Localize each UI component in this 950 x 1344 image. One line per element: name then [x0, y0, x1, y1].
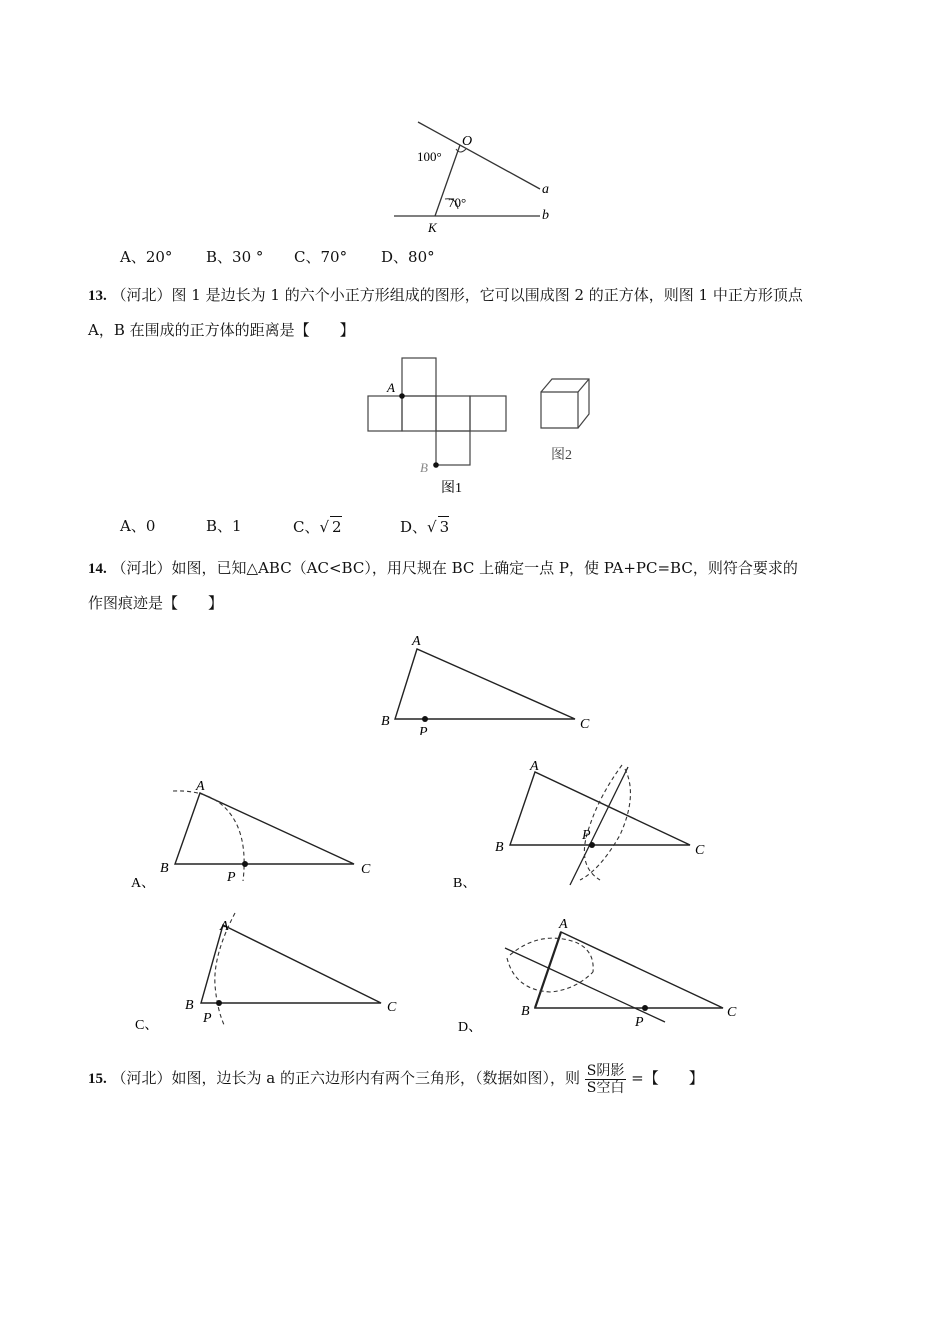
q14-b-label-c: C [695, 843, 705, 858]
q14-d-label-p: P [635, 1015, 644, 1030]
q14-a-label-a: A [196, 779, 205, 794]
q14-main-triangle [375, 630, 605, 735]
q13-figure2-cube [535, 372, 605, 467]
q15-fraction [585, 1063, 627, 1096]
q13-option-d: D、√ 3 [400, 518, 450, 536]
q13-label-b: B [420, 460, 428, 475]
q15-tail: =【 】 [631, 1069, 704, 1087]
q12-label-o: O [462, 134, 473, 149]
q13-label-a: A [387, 380, 395, 395]
q15-frac-numerator: S阴影 [586, 1062, 625, 1079]
q14-main-label-a: A [412, 634, 421, 649]
q14-c-label-b: B [185, 998, 194, 1013]
q14-b-label-p: P [582, 828, 591, 843]
q14-b-label-a: A [530, 759, 539, 774]
q12-option-a: A、20° [120, 248, 173, 266]
q15-line [88, 1058, 704, 1098]
q14-choice-b-figure [450, 755, 720, 895]
q12-options [120, 247, 435, 267]
q13-number: 13. [88, 288, 107, 304]
q14-a-label-b: B [160, 861, 169, 876]
q14-choice-c-figure [125, 905, 415, 1030]
q15-text: （河北）如图，边长为 a 的正六边形内有两个三角形，（数据如图），则 [111, 1069, 581, 1087]
q12-figure [390, 115, 560, 240]
q14-d-label-a: A [559, 917, 568, 932]
q13-line1 [88, 285, 803, 306]
q14-a-label-p: P [227, 870, 236, 885]
q12-label-a: a [542, 182, 549, 197]
q15-frac-denominator: S空白 [586, 1079, 625, 1096]
q13-option-b: B、1 [206, 517, 242, 535]
q14-choice-d: D、 [458, 1020, 483, 1035]
q13-line2: A，B 在围成的正方体的距离是【 】 [88, 321, 355, 339]
q13-option-a: A、0 [120, 517, 156, 535]
q12-label-k: K [428, 220, 437, 235]
q13-fig2-caption: 图2 [551, 448, 572, 463]
q12-option-d: D、80° [381, 248, 435, 266]
q14-a-label-c: C [361, 862, 371, 877]
q14-b-label-b: B [495, 840, 504, 855]
q14-c-label-c: C [387, 1000, 397, 1015]
q14-line1 [88, 558, 798, 579]
q14-main-label-p: P [419, 725, 428, 735]
q13-figure1-net [365, 355, 515, 495]
q12-angle-70: 70° [448, 195, 467, 210]
q12-option-b: B、30 ° [206, 248, 264, 266]
q14-number: 14. [88, 561, 107, 577]
q14-c-label-p: P [203, 1011, 212, 1026]
q14-choice-a-figure [125, 775, 385, 895]
q14-c-label-a: A [220, 919, 229, 934]
q14-choice-b: B、 [453, 876, 477, 891]
q14-choice-d-figure [455, 910, 750, 1035]
q12-angle-100: 100° [417, 149, 442, 164]
q15-number: 15. [88, 1071, 107, 1087]
q14-line2: 作图痕迹是【 】 [88, 594, 224, 612]
q14-d-label-b: B [521, 1004, 530, 1019]
q14-choice-c: C、 [135, 1018, 159, 1030]
q13-option-c: C、√ 2 [293, 518, 342, 536]
q14-main-label-c: C [580, 717, 590, 732]
q14-main-label-b: B [381, 714, 390, 729]
q12-label-b: b [542, 208, 549, 223]
q12-option-c: C、70° [294, 248, 348, 266]
q14-d-label-c: C [727, 1005, 737, 1020]
q13-fig1-caption: 图1 [441, 481, 462, 495]
q14-choice-a: A、 [131, 876, 156, 891]
q14-text-1: （河北）如图，已知△ABC（AC<BC），用尺规在 BC 上确定一点 P，使 PA+PC=BC，则符合要求的 [111, 559, 798, 577]
q13-text-1: （河北）图 1 是边长为 1 的六个小正方形组成的图形，它可以围成图 2 的正方体，则图 1 中正方形顶点 [111, 286, 803, 304]
